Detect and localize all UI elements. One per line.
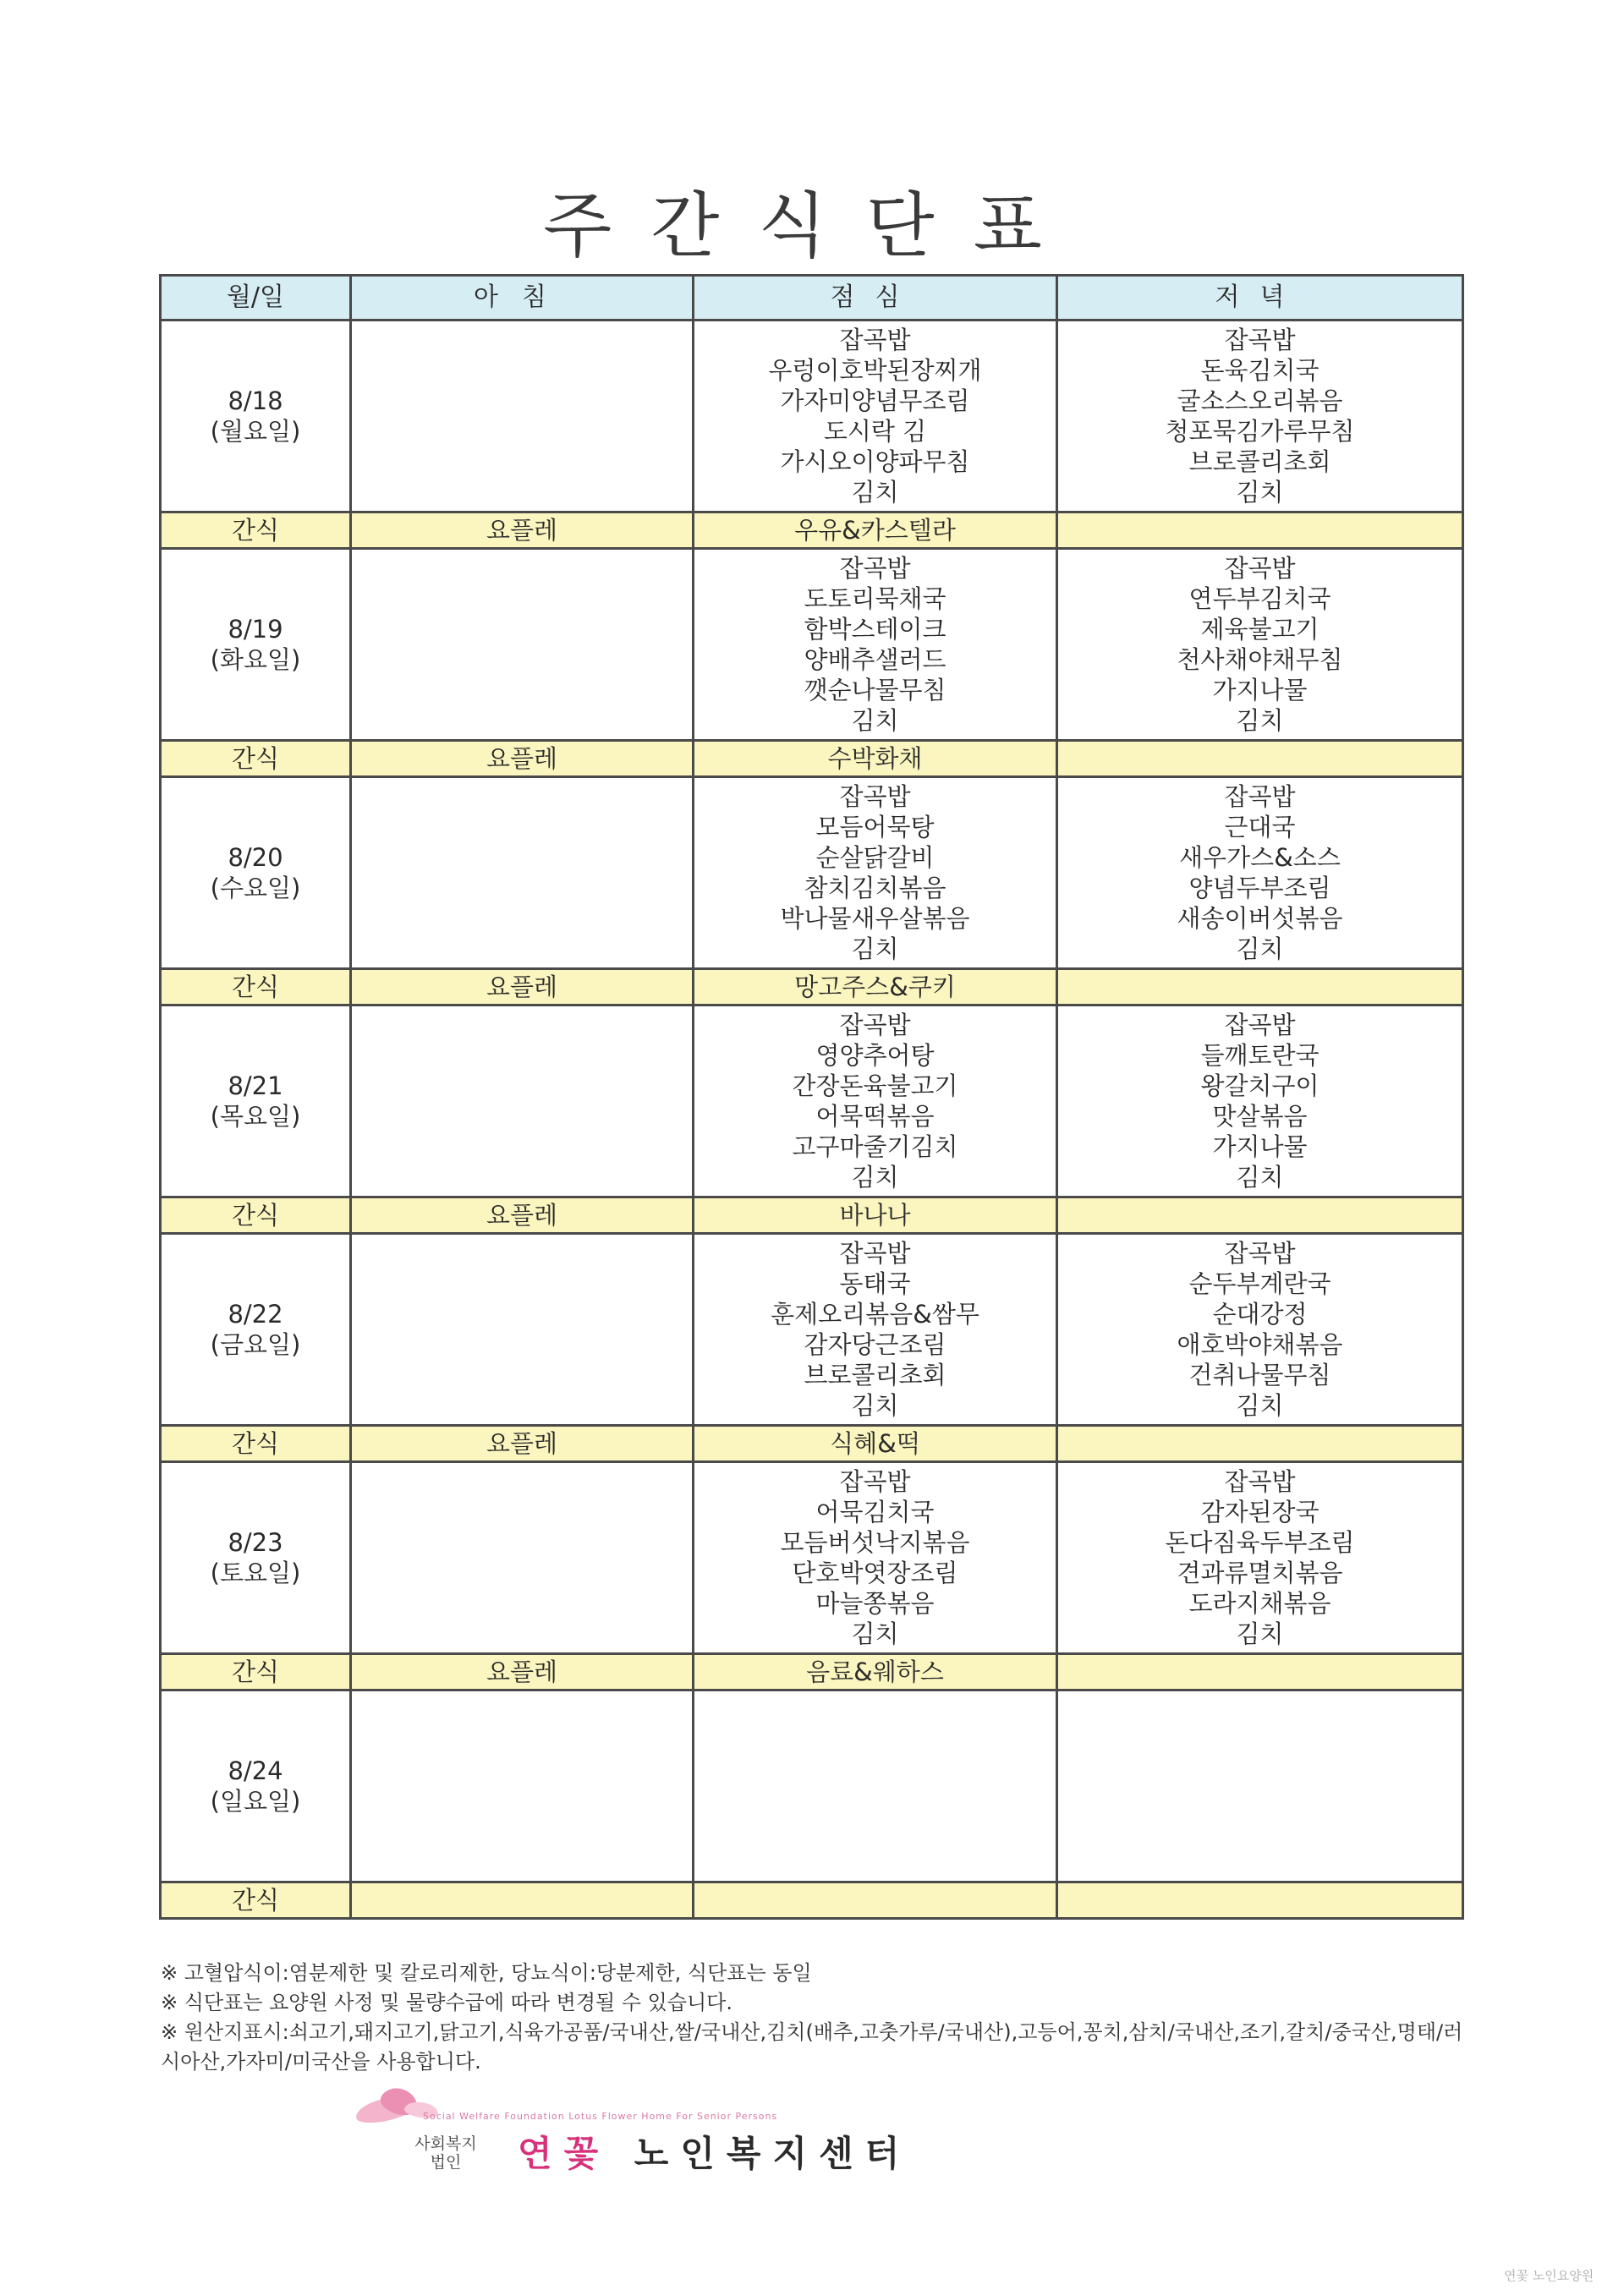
lunch-cell — [694, 1234, 1057, 1426]
day-date: 8/19 — [228, 615, 283, 644]
foundation-english-name: Social Welfare Foundation Lotus Flower Home For Senior Persons — [423, 2111, 778, 2122]
lunch-cell — [694, 549, 1057, 741]
meal-row — [161, 321, 1463, 512]
dish-item: 잡곡밥 — [1224, 782, 1296, 811]
lunch-cell — [694, 777, 1057, 969]
dish-item: 잡곡밥 — [1224, 1467, 1296, 1496]
dish-item: 가시오이양파무침 — [780, 447, 970, 476]
dish-item: 마늘쫑볶음 — [815, 1589, 935, 1618]
dish-item: 영양추어탕 — [815, 1041, 935, 1070]
snack-breakfast: 요플레 — [351, 741, 694, 777]
dish-item: 김치 — [851, 478, 899, 507]
header-dinner: 저녁 — [1057, 276, 1463, 321]
day-cell — [161, 777, 351, 969]
snack-dinner — [1057, 741, 1463, 777]
dish-item: 순대강정 — [1212, 1300, 1308, 1329]
dish-item: 어묵떡볶음 — [815, 1102, 935, 1131]
foundation-prefix: 사회복지 법인 — [414, 2134, 477, 2172]
lunch-cell — [694, 1690, 1057, 1882]
dish-item: 김치 — [851, 934, 899, 963]
snack-lunch: 식혜&떡 — [694, 1426, 1057, 1462]
snack-label: 간식 — [161, 1197, 351, 1234]
dinner-cell — [1057, 777, 1463, 969]
snack-breakfast: 요플레 — [351, 969, 694, 1006]
note-line: ※ 식단표는 요양원 사정 및 물량수급에 따라 변경될 수 있습니다. — [161, 1991, 732, 2014]
dish-item: 모듬어묵탕 — [815, 813, 935, 841]
dish-item: 고구마줄기김치 — [792, 1132, 958, 1161]
dish-item: 가자미양념무조림 — [780, 386, 970, 415]
breakfast-cell — [351, 549, 694, 741]
breakfast-cell — [351, 1690, 694, 1882]
dish-item: 가지나물 — [1212, 1132, 1308, 1161]
snack-dinner — [1057, 1654, 1463, 1690]
dish-item: 브로콜리초회 — [1188, 447, 1331, 476]
snack-label: 간식 — [161, 1654, 351, 1690]
meal-row — [161, 1462, 1463, 1654]
dish-item: 모듬버섯낙지볶음 — [780, 1528, 970, 1557]
day-cell — [161, 321, 351, 512]
dish-item: 왕갈치구이 — [1200, 1071, 1320, 1100]
snack-row — [161, 512, 1463, 549]
dish-item: 잡곡밥 — [839, 1467, 911, 1496]
snack-row — [161, 1197, 1463, 1234]
day-cell — [161, 1690, 351, 1882]
meal-row — [161, 777, 1463, 969]
dish-item: 브로콜리초회 — [804, 1361, 946, 1389]
day-cell — [161, 549, 351, 741]
snack-lunch: 우유&카스텔라 — [694, 512, 1057, 549]
breakfast-cell — [351, 777, 694, 969]
dish-item: 김치 — [851, 1391, 899, 1420]
snack-row — [161, 1426, 1463, 1462]
day-date: 8/24 — [228, 1756, 283, 1785]
organization-name-rest: 노인복지센터 — [634, 2133, 912, 2174]
dinner-cell — [1057, 321, 1463, 512]
snack-label: 간식 — [161, 512, 351, 549]
snack-row — [161, 1882, 1463, 1919]
dish-item: 김치 — [1236, 706, 1284, 735]
note-line: ※ 원산지표시:쇠고기,돼지고기,닭고기,식육가공품/국내산,쌀/국내산,김치(배추,고춧가루/국내산),고등어,꽁치,삼치/국내산,조기,갈치/중국산,명태/러시아산,가자미/미국산을 사용합니다. — [161, 2020, 1463, 2074]
lunch-cell — [694, 321, 1057, 512]
breakfast-cell — [351, 1006, 694, 1197]
dish-item: 김치 — [851, 1163, 899, 1192]
dinner-cell — [1057, 1234, 1463, 1426]
day-cell — [161, 1462, 351, 1654]
header-lunch: 점심 — [694, 276, 1057, 321]
dish-item: 근대국 — [1224, 813, 1296, 841]
dish-item: 잡곡밥 — [839, 554, 911, 583]
day-weekday: (월요일) — [210, 417, 301, 446]
dish-item: 함박스테이크 — [804, 615, 946, 644]
dish-item: 김치 — [851, 706, 899, 735]
dish-item: 굴소스오리볶음 — [1177, 386, 1343, 415]
dish-item: 순살닭갈비 — [815, 843, 935, 872]
snack-label: 간식 — [161, 1882, 351, 1919]
dish-item: 연두부김치국 — [1188, 584, 1331, 613]
note-line: ※ 고혈압식이:염분제한 및 칼로리제한, 당뇨식이:당분제한, 식단표는 동일 — [161, 1961, 812, 1985]
dish-item: 돈다짐육두부조림 — [1165, 1528, 1355, 1557]
day-weekday: (목요일) — [210, 1102, 301, 1131]
snack-lunch: 음료&웨하스 — [694, 1654, 1057, 1690]
dish-item: 잡곡밥 — [839, 326, 911, 354]
dish-item: 잡곡밥 — [1224, 1239, 1296, 1268]
dish-item: 새우가스&소스 — [1179, 843, 1341, 872]
dish-item: 감자된장국 — [1200, 1498, 1320, 1526]
dish-item: 양배추샐러드 — [804, 645, 946, 674]
snack-lunch: 바나나 — [694, 1197, 1057, 1234]
dish-item: 돈육김치국 — [1200, 356, 1320, 385]
lunch-cell — [694, 1006, 1057, 1197]
meal-row — [161, 1006, 1463, 1197]
dish-item: 훈제오리볶음&쌈무 — [771, 1300, 979, 1329]
dish-item: 순두부계란국 — [1188, 1269, 1331, 1298]
meal-row — [161, 549, 1463, 741]
breakfast-cell — [351, 321, 694, 512]
snack-lunch: 수박화채 — [694, 741, 1057, 777]
breakfast-cell — [351, 1234, 694, 1426]
organization-name — [518, 2126, 911, 2177]
snack-label: 간식 — [161, 1426, 351, 1462]
snack-breakfast: 요플레 — [351, 1197, 694, 1234]
dish-item: 제육불고기 — [1200, 615, 1320, 644]
day-date: 8/18 — [228, 386, 283, 415]
snack-lunch — [694, 1882, 1057, 1919]
breakfast-cell — [351, 1462, 694, 1654]
dish-item: 어묵김치국 — [815, 1498, 935, 1526]
dish-item: 가지나물 — [1212, 676, 1308, 704]
day-weekday: (토요일) — [210, 1559, 301, 1587]
dish-item: 감자당근조림 — [804, 1330, 946, 1359]
dish-item: 맛살볶음 — [1212, 1102, 1308, 1131]
dish-item: 박나물새우살볶음 — [780, 904, 970, 933]
header-breakfast: 아침 — [351, 276, 694, 321]
dish-item: 김치 — [1236, 1619, 1284, 1648]
snack-breakfast: 요플레 — [351, 1426, 694, 1462]
snack-label: 간식 — [161, 969, 351, 1006]
day-cell — [161, 1006, 351, 1197]
dinner-cell — [1057, 1690, 1463, 1882]
dish-item: 단호박엿장조림 — [792, 1559, 958, 1587]
dish-item: 견과류멸치볶음 — [1177, 1559, 1343, 1587]
dish-item: 건취나물무침 — [1188, 1361, 1331, 1389]
snack-dinner — [1057, 1882, 1463, 1919]
snack-dinner — [1057, 512, 1463, 549]
dish-item: 김치 — [1236, 478, 1284, 507]
day-weekday: (일요일) — [210, 1787, 301, 1816]
day-date: 8/20 — [228, 843, 283, 872]
dish-item: 양념두부조림 — [1188, 874, 1331, 902]
dish-item: 잡곡밥 — [1224, 1011, 1296, 1039]
dish-item: 잡곡밥 — [1224, 326, 1296, 354]
snack-dinner — [1057, 1426, 1463, 1462]
snack-lunch: 망고주스&쿠키 — [694, 969, 1057, 1006]
dish-item: 잡곡밥 — [839, 1011, 911, 1039]
day-weekday: (금요일) — [210, 1330, 301, 1359]
dish-item: 김치 — [1236, 1391, 1284, 1420]
header-day: 월/일 — [161, 276, 351, 321]
snack-label: 간식 — [161, 741, 351, 777]
dish-item: 도라지채볶음 — [1188, 1589, 1331, 1618]
page-title: 주간식단표 — [543, 184, 1081, 267]
lunch-cell — [694, 1462, 1057, 1654]
snack-breakfast — [351, 1882, 694, 1919]
organization-name-first: 연꽃 — [518, 2133, 611, 2174]
dinner-cell — [1057, 1006, 1463, 1197]
dish-item: 들깨토란국 — [1200, 1041, 1320, 1070]
notes-section — [161, 1959, 1480, 2077]
meal-row — [161, 1690, 1463, 1882]
day-date: 8/21 — [228, 1071, 283, 1100]
day-weekday: (화요일) — [210, 645, 301, 674]
snack-row — [161, 969, 1463, 1006]
dish-item: 잡곡밥 — [839, 782, 911, 811]
dish-item: 김치 — [1236, 1163, 1284, 1192]
snack-dinner — [1057, 969, 1463, 1006]
dish-item: 청포묵김가루무침 — [1165, 417, 1355, 446]
dish-item: 동태국 — [839, 1269, 911, 1298]
day-date: 8/22 — [228, 1300, 283, 1329]
dish-item: 잡곡밥 — [839, 1239, 911, 1268]
weekly-menu-table — [159, 274, 1464, 1920]
dish-item: 김치 — [1236, 934, 1284, 963]
meal-row — [161, 1234, 1463, 1426]
snack-row — [161, 1654, 1463, 1690]
table-header-row — [161, 276, 1463, 321]
dish-item: 새송이버섯볶음 — [1177, 904, 1343, 933]
dish-item: 도토리묵채국 — [804, 584, 946, 613]
dish-item: 도시락 김 — [823, 417, 927, 446]
dish-item: 김치 — [851, 1619, 899, 1648]
dish-item: 참치김치볶음 — [804, 874, 946, 902]
day-cell — [161, 1234, 351, 1426]
dish-item: 깻순나물무침 — [804, 676, 946, 704]
dish-item: 간장돈육불고기 — [792, 1071, 958, 1100]
snack-dinner — [1057, 1197, 1463, 1234]
dinner-cell — [1057, 1462, 1463, 1654]
dish-item: 잡곡밥 — [1224, 554, 1296, 583]
snack-row — [161, 741, 1463, 777]
snack-breakfast: 요플레 — [351, 512, 694, 549]
snack-breakfast: 요플레 — [351, 1654, 694, 1690]
dish-item: 천사채야채무침 — [1177, 645, 1343, 674]
dinner-cell — [1057, 549, 1463, 741]
dish-item: 애호박야채볶음 — [1177, 1330, 1343, 1359]
dish-item: 우렁이호박된장찌개 — [768, 356, 982, 385]
day-date: 8/23 — [228, 1528, 283, 1557]
corner-watermark: 연꽃 노인요양원 — [1504, 2268, 1594, 2283]
day-weekday: (수요일) — [210, 874, 301, 902]
